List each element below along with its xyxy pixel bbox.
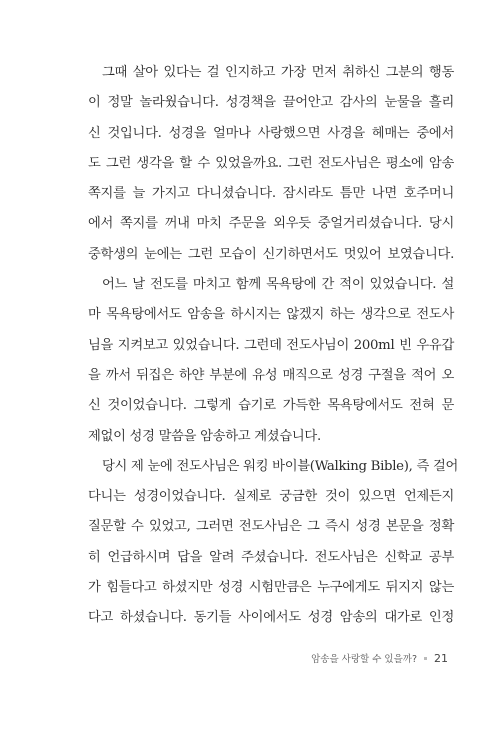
text-line: 다고 하셨습니다. 동기들 사이에서도 성경 암송의 대가로 인정	[88, 610, 454, 626]
text-line: 중학생의 눈에는 그런 모습이 신기하면서도 멋있어 보였습니다.	[88, 246, 454, 262]
text-line: 다니는 성경이었습니다. 실제로 궁금한 것이 있으면 언제든지	[88, 489, 454, 505]
text-line: 가 힘들다고 하셨지만 성경 시험만큼은 누구에게도 뒤지지 않는	[88, 580, 454, 596]
text-line: 에서 쪽지를 꺼내 마치 주문을 외우듯 중얼거리셨습니다. 당시	[88, 216, 454, 232]
body-text	[88, 58, 459, 634]
text-line: 신 것이었습니다. 그렇게 습기로 가득한 목욕탕에서도 전혀 문	[88, 398, 454, 414]
text-line: 히 언급하시며 답을 알려 주셨습니다. 전도사님은 신학교 공부	[88, 549, 454, 565]
text-line: 도 그런 생각을 할 수 있었을까요. 그런 전도사님은 평소에 암송	[88, 155, 454, 171]
text-line: 제없이 성경 말씀을 암송하고 계셨습니다.	[88, 428, 321, 444]
text-line: 을 까서 뒤집은 하얀 부분에 유성 매직으로 성경 구절을 적어 오	[88, 367, 454, 383]
text-line: 당시 제 눈에 전도사님은 워킹 바이블(Walking Bible), 즉 걸어	[102, 458, 459, 474]
page-number: 21	[434, 651, 448, 665]
running-title: 암송을 사랑할 수 있을까?	[311, 654, 417, 665]
text-line: 질문할 수 있었고, 그러면 전도사님은 그 즉시 성경 본문을 정확	[88, 519, 454, 535]
text-line: 어느 날 전도를 마치고 함께 목욕탕에 간 적이 있었습니다. 설	[102, 277, 454, 293]
text-line: 그때 살아 있다는 걸 인지하고 가장 먼저 취하신 그분의 행동	[102, 65, 454, 80]
separator-dot	[424, 657, 427, 660]
text-line: 마 목욕탕에서도 암송을 하시지는 않겠지 하는 생각으로 전도사	[88, 307, 454, 323]
text-line: 신 것입니다. 성경을 얼마나 사랑했으면 사경을 헤매는 중에서	[88, 125, 454, 141]
page-footer	[311, 651, 448, 665]
text-line: 쪽지를 늘 가지고 다니셨습니다. 잠시라도 틈만 나면 호주머니	[88, 186, 454, 202]
text-line: 님을 지켜보고 있었습니다. 그런데 전도사님이 200ml 빈 우유갑	[88, 337, 454, 353]
text-line: 이 정말 놀라웠습니다. 성경책을 끌어안고 감사의 눈물을 흘리	[88, 95, 454, 111]
